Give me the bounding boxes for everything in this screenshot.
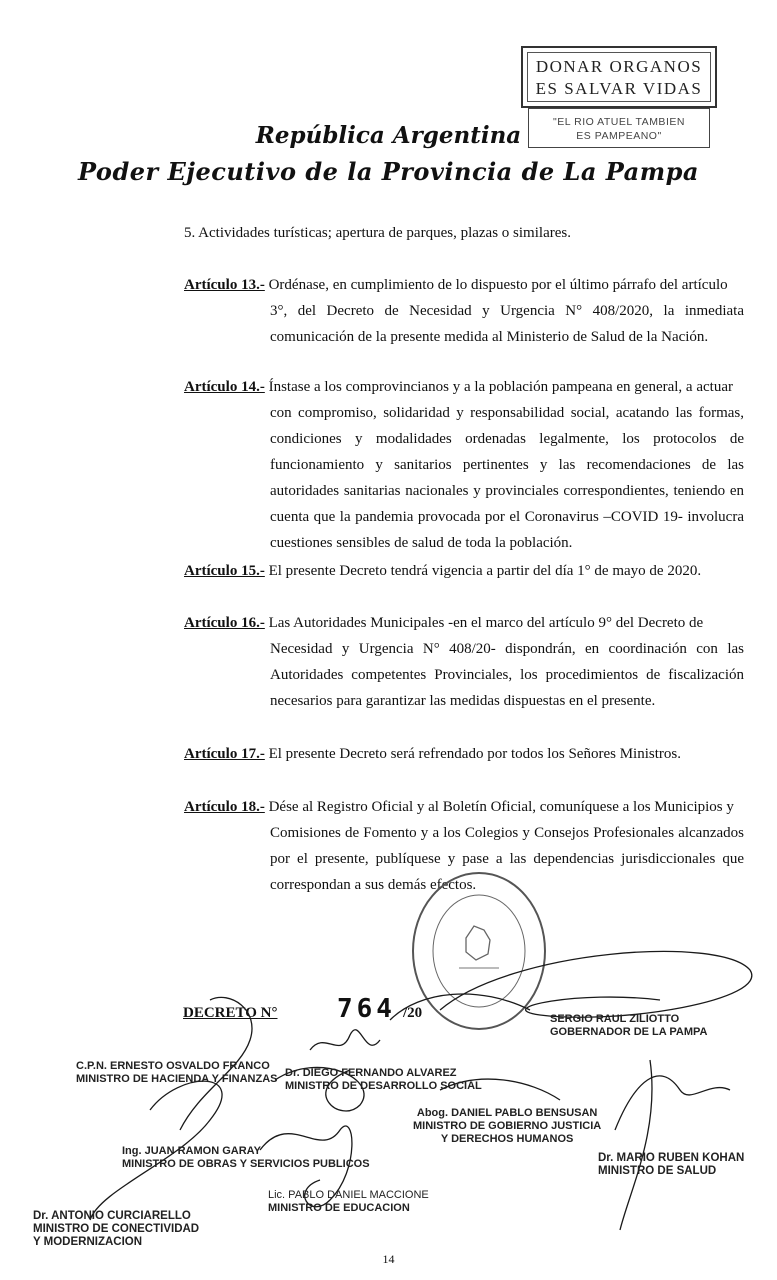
- signatory-title: GOBERNADOR DE LA PAMPA: [550, 1026, 708, 1038]
- article-first-line: Ínstase a los comprovincianos y a la población pampeana en general, a actuar: [268, 379, 733, 395]
- signatory-name: SERGIO RAUL ZILIOTTO: [550, 1013, 680, 1025]
- article-first-line: El presente Decreto será refrendado por todos los Señores Ministros.: [268, 746, 681, 762]
- signatory-title: MINISTRO DE GOBIERNO JUSTICIA: [413, 1120, 602, 1132]
- signatory-title: Y MODERNIZACION: [33, 1236, 143, 1248]
- signature-gobierno: [413, 1107, 601, 1146]
- article-label: Artículo 16.-: [184, 615, 265, 631]
- article-first-line: Ordénase, en cumplimiento de lo dispuesto por el último párrafo del artículo: [268, 277, 728, 293]
- stamp-line: ES PAMPEANO": [576, 130, 662, 142]
- article-rest: con compromiso, solidaridad y responsabilidad social, acatando las formas, condiciones y modalidades ordenadas legalmente, los protocolos de funcionamiento y sanitarios pertinentes y las recomendaciones de las autoridades sanitarias nacionales y provinciales correspondientes, teniendo en cuenta que la pandemia provocada por el Coronavirus –COVID 19- involucra cuestiones sensibles de salud de toda la población.: [270, 405, 744, 551]
- signature-conectividad: [33, 1210, 199, 1249]
- article-first-line: El presente Decreto tendrá vigencia a partir del día 1° de mayo de 2020.: [268, 563, 702, 579]
- item-text: 5. Actividades turísticas; apertura de parques, plazas o similares.: [184, 225, 571, 241]
- signatory-name: C.P.N. ERNESTO OSVALDO FRANCO: [76, 1060, 270, 1072]
- article-17: [184, 741, 744, 767]
- decreto-label: DECRETO N°: [183, 1005, 278, 1021]
- article-15: [184, 558, 744, 584]
- signatory-title: MINISTRO DE CONECTIVIDAD: [33, 1223, 200, 1235]
- signatory-name: Dr. ANTONIO CURCIARELLO: [33, 1210, 191, 1222]
- article-label: Artículo 14.-: [184, 379, 265, 395]
- signatory-title: MINISTRO DE OBRAS Y SERVICIOS PUBLICOS: [122, 1158, 370, 1170]
- stamp-line: "EL RIO ATUEL TAMBIEN: [553, 116, 685, 128]
- signature-obras-publicas: [122, 1145, 370, 1171]
- header-republica: República Argentina: [255, 122, 522, 149]
- donar-organos-stamp: [521, 46, 717, 108]
- article-first-line: Dése al Registro Oficial y al Boletín Oficial, comuníquese a los Municipios y: [268, 799, 734, 815]
- signature-salud: [598, 1152, 744, 1178]
- decreto-suffix: /20: [403, 1005, 423, 1021]
- signatory-title: MINISTRO DE SALUD: [598, 1165, 717, 1177]
- signatory-title: MINISTRO DE HACIENDA Y FINANZAS: [76, 1073, 278, 1085]
- signatory-name: Abog. DANIEL PABLO BENSUSAN: [416, 1107, 598, 1119]
- article-label: Artículo 15.-: [184, 563, 265, 579]
- article-rest: Comisiones de Fomento y a los Colegios y Consejos Profesionales alcanzados por el presente, publíquese y pase a las dependencias jurisdiccionales que correspondan a sus demás efectos.: [270, 825, 744, 893]
- signatory-name: Lic. PABLO DANIEL MACCIONE: [268, 1189, 429, 1201]
- article-label: Artículo 17.-: [184, 746, 265, 762]
- list-item: [184, 220, 744, 246]
- signatory-name: Ing. JUAN RAMON GARAY: [122, 1145, 261, 1157]
- article-first-line: Las Autoridades Municipales -en el marco del artículo 9° del Decreto de: [268, 615, 704, 631]
- signatory-title: MINISTRO DE DESARROLLO SOCIAL: [285, 1080, 482, 1092]
- article-label: Artículo 13.-: [184, 277, 265, 293]
- signatory-name: Dr. DIEGO FERNANDO ALVAREZ: [285, 1067, 457, 1079]
- stamp-line: ES SALVAR VIDAS: [535, 79, 703, 98]
- signature-desarrollo-social: [285, 1067, 482, 1093]
- article-rest: Necesidad y Urgencia N° 408/20- dispondrán, en coordinación con las Autoridades competentes Provinciales, los procedimientos de fiscalización necesarios para garantizar las medidas dispuestas en el presente.: [270, 641, 744, 709]
- article-14: [184, 374, 744, 556]
- article-13: [184, 272, 744, 350]
- article-label: Artículo 18.-: [184, 799, 265, 815]
- signatory-title: Y DERECHOS HUMANOS: [440, 1133, 574, 1145]
- signature-hacienda: [76, 1060, 277, 1086]
- article-rest: 3°, del Decreto de Necesidad y Urgencia N° 408/2020, la inmediata comunicación de la presente medida al Ministerio de Salud de la Nación.: [270, 303, 744, 345]
- article-16: [184, 610, 744, 714]
- signatory-name: Dr. MARIO RUBEN KOHAN: [598, 1152, 745, 1164]
- signature-educacion: [268, 1189, 429, 1215]
- header-poder-ejecutivo: Poder Ejecutivo de la Provincia de La Pampa: [78, 157, 699, 186]
- signatory-title: MINISTRO DE EDUCACION: [268, 1202, 410, 1214]
- decreto-number: 764: [337, 994, 396, 1024]
- page-number: 14: [382, 1252, 395, 1266]
- stamp-line: DONAR ORGANOS: [535, 57, 703, 76]
- signature-governor: [550, 1013, 707, 1039]
